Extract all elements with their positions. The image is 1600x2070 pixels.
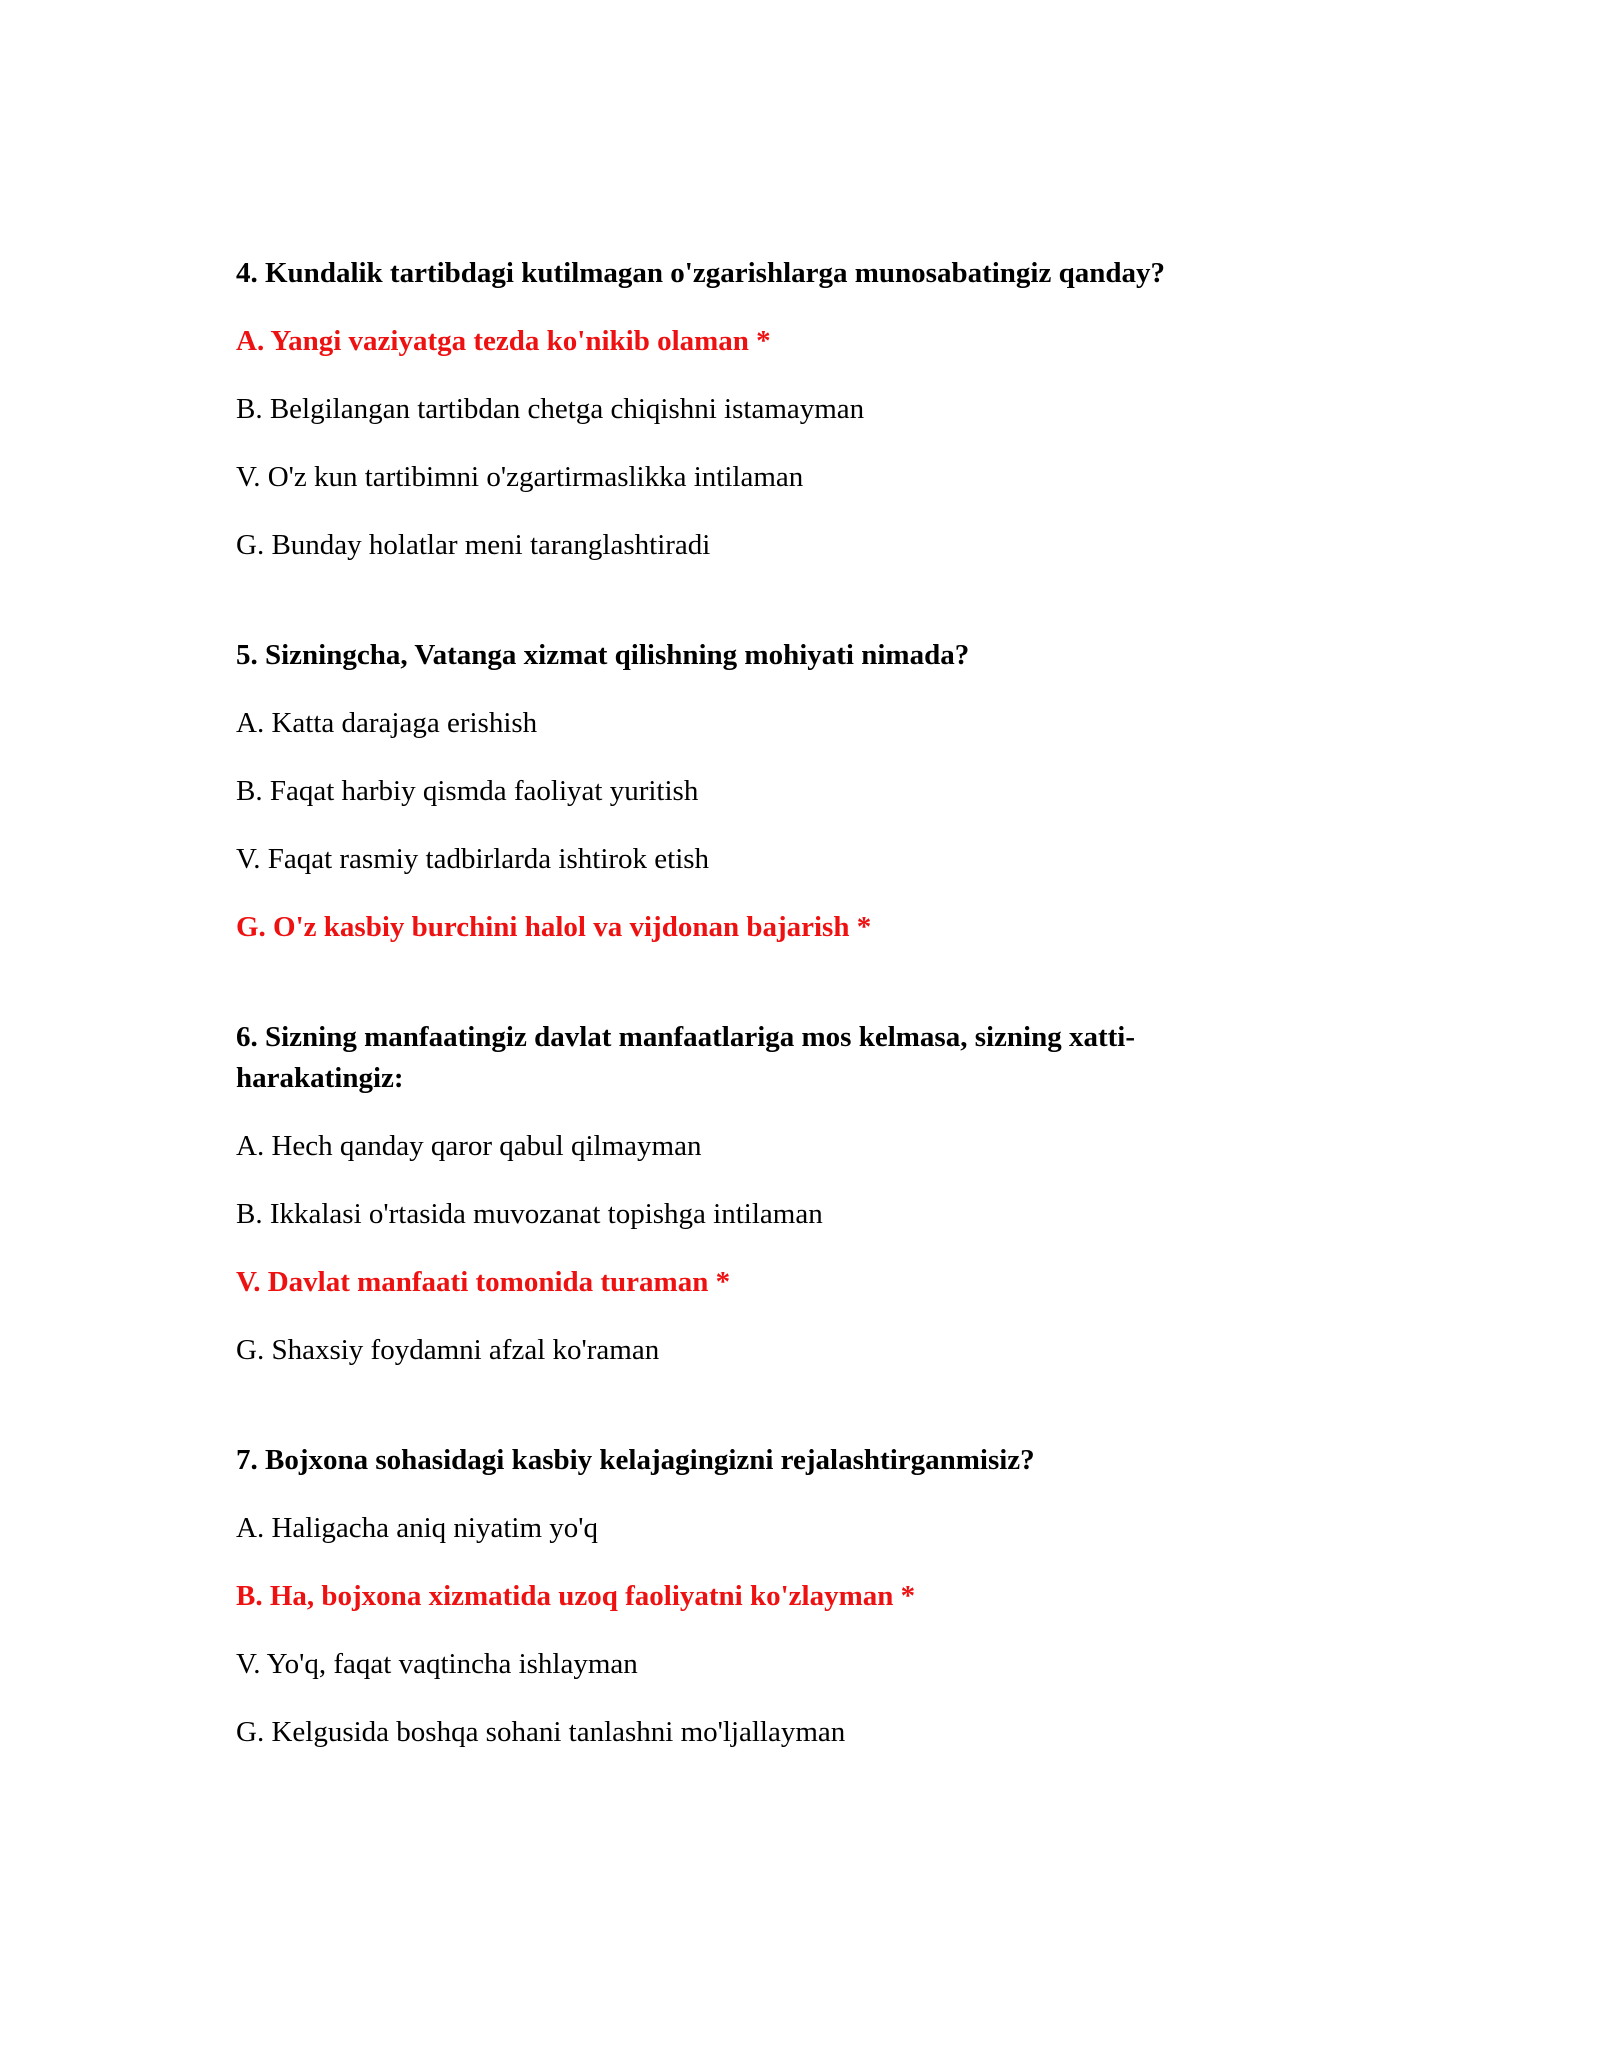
question-text: 6. Sizning manfaatingiz davlat manfaatlariga mos kelmasa, sizning xatti-harakatingiz: [236,1021,1136,1094]
option-v: V. O'z kun tartibimni o'zgartirmaslikka intilaman [236,461,804,493]
option-list [236,1126,1296,1371]
option-a: A. Haligacha aniq niyatim yo'q [236,1512,598,1544]
option-g: G. Shaxsiy foydamni afzal ko'raman [236,1334,660,1366]
question-text: 7. Bojxona sohasidagi kasbiy kelajagingizni rejalashtirganmisiz? [236,1444,1035,1476]
option-g: G. Bunday holatlar meni taranglashtiradi [236,529,711,561]
option-v: V. Davlat manfaati tomonida turaman * [236,1266,731,1298]
option-b: B. Ikkalasi o'rtasida muvozanat topishga intilaman [236,1198,823,1230]
question-4 [236,253,1296,566]
question-text: 4. Kundalik tartibdagi kutilmagan o'zgarishlarga munosabatingiz qanday? [236,257,1165,289]
option-g: G. O'z kasbiy burchini halol va vijdonan bajarish * [236,911,872,943]
option-b: B. Ha, bojxona xizmatida uzoq faoliyatni ko'zlayman * [236,1580,916,1612]
document-page [236,253,1296,1822]
option-a: A. Katta darajaga erishish [236,707,538,739]
option-a: A. Hech qanday qaror qabul qilmayman [236,1130,702,1162]
option-b: B. Belgilangan tartibdan chetga chiqishni istamayman [236,393,865,425]
option-list [236,321,1296,566]
question-6 [236,1017,1296,1371]
question-5 [236,635,1296,948]
option-v: V. Yo'q, faqat vaqtincha ishlayman [236,1648,638,1680]
option-v: V. Faqat rasmiy tadbirlarda ishtirok etish [236,843,710,875]
option-list [236,1508,1296,1753]
option-list [236,703,1296,948]
option-a: A. Yangi vaziyatga tezda ko'nikib olaman * [236,325,771,357]
question-7 [236,1440,1296,1753]
question-text: 5. Sizningcha, Vatanga xizmat qilishning mohiyati nimada? [236,639,970,671]
option-b: B. Faqat harbiy qismda faoliyat yuritish [236,775,699,807]
option-g: G. Kelgusida boshqa sohani tanlashni mo'ljallayman [236,1716,846,1748]
